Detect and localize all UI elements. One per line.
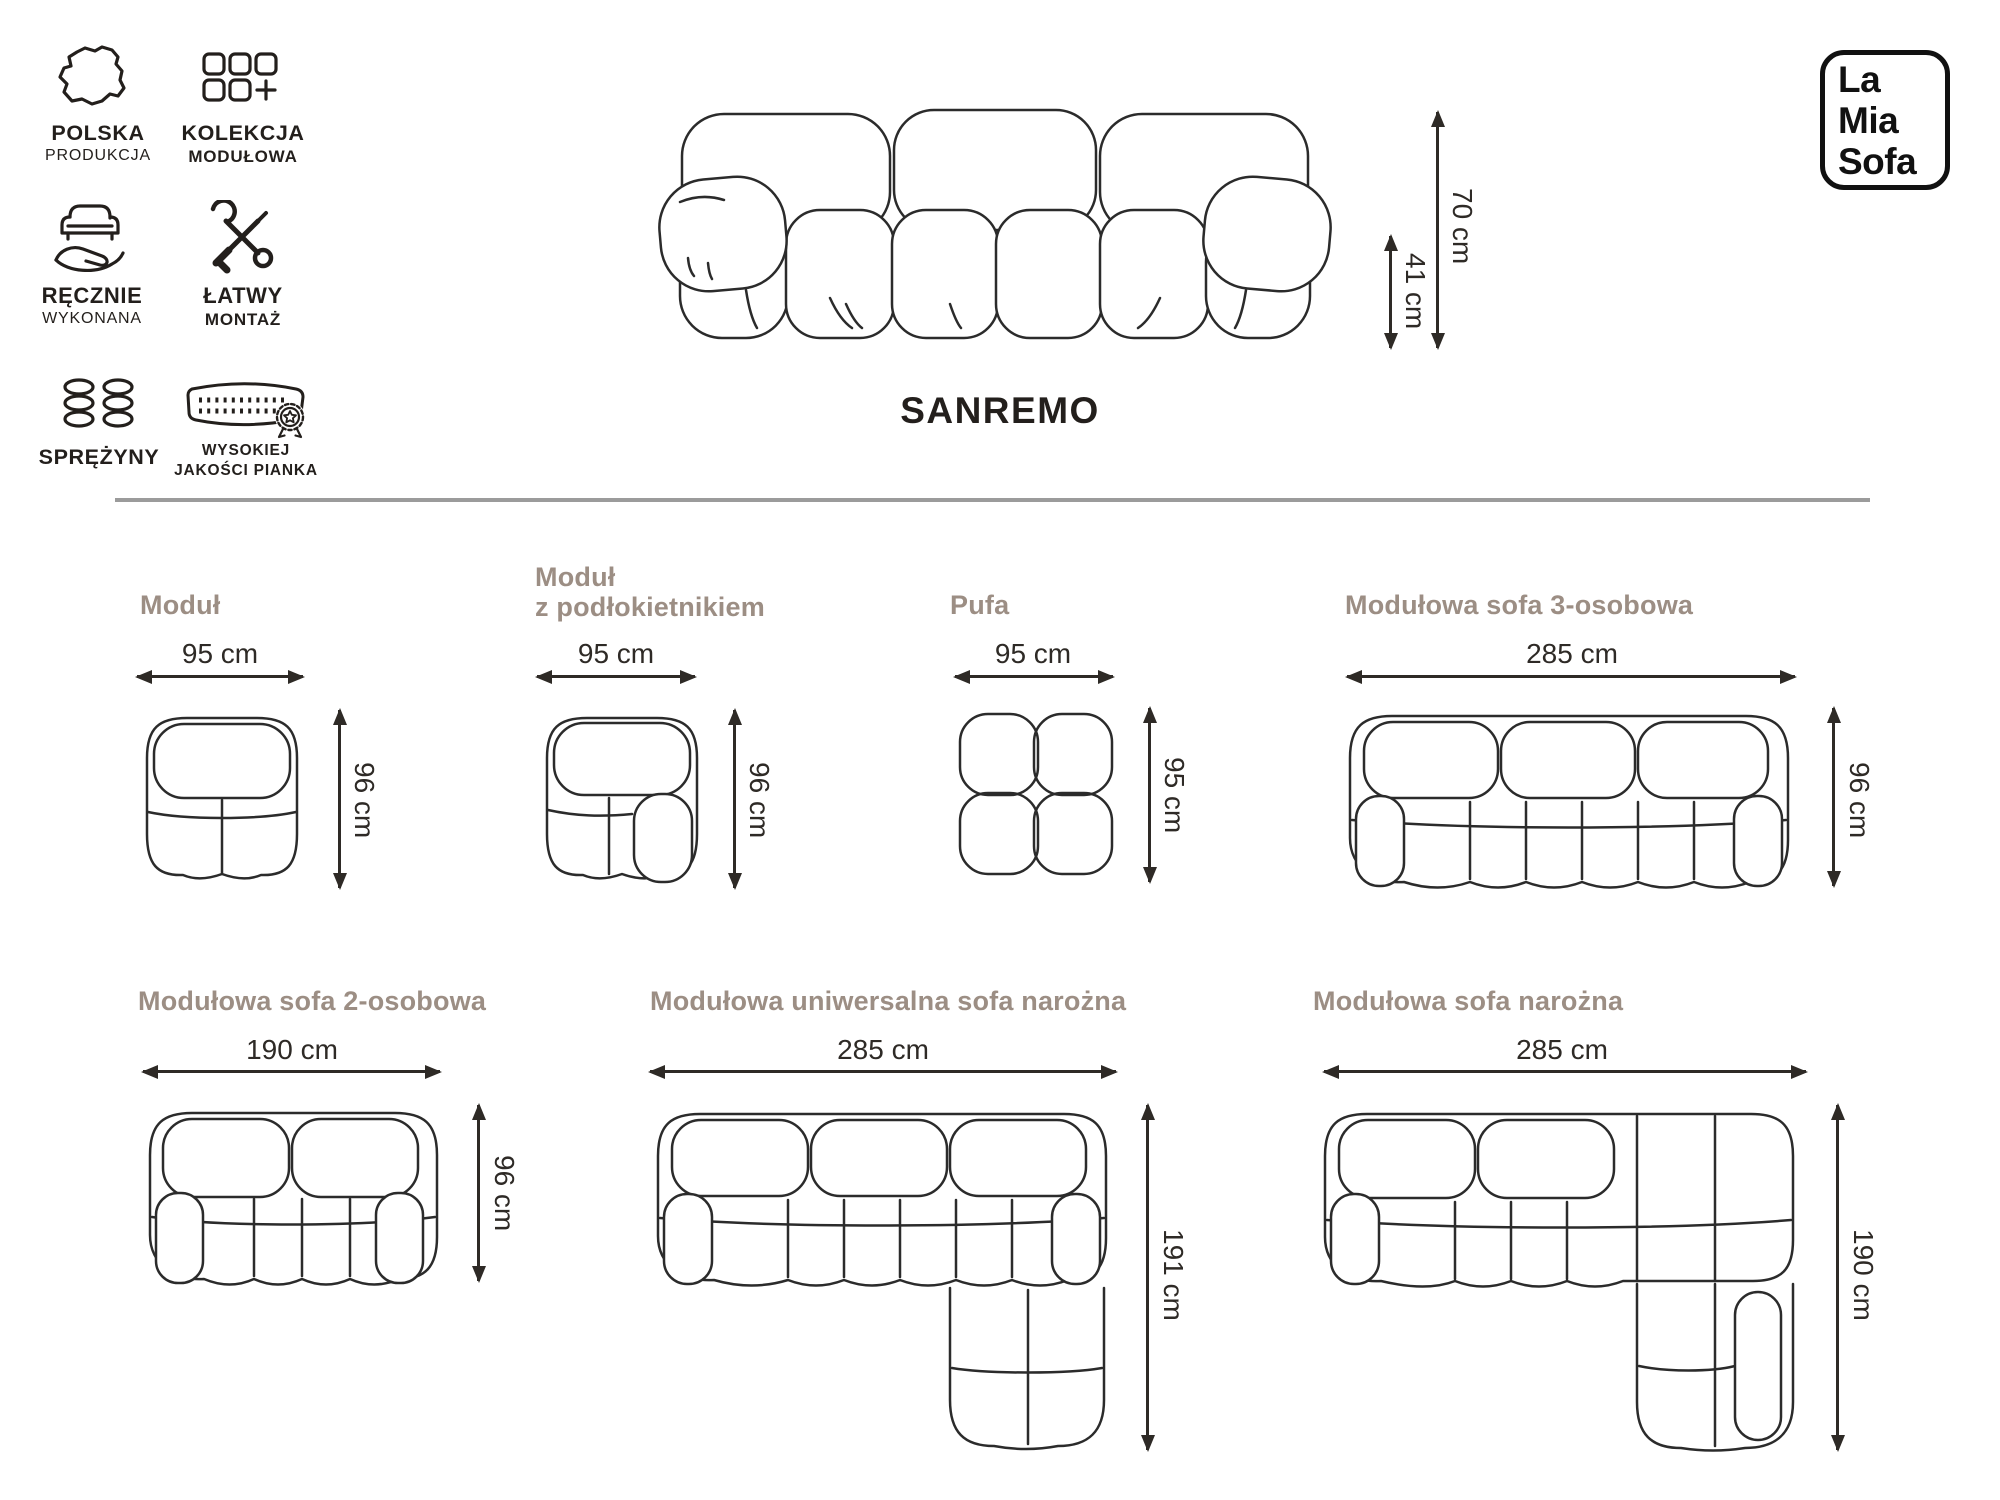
width-dimension-arrow: [1347, 675, 1795, 678]
height-dimension-label: 96 cm: [744, 762, 775, 839]
feature-sublabel: JAKOŚCI PIANKA: [174, 462, 318, 479]
diagram-title-sofa-2: Modułowa sofa 2-osobowa: [138, 986, 487, 1016]
diagram-title-sofa-3: Modułowa sofa 3-osobowa: [1345, 590, 1694, 620]
height-dimension-arrow: [1832, 708, 1835, 886]
diagram-title-corner: Modułowa sofa narożna: [1313, 986, 1624, 1016]
module-armrest-top-view-drawing: [533, 704, 711, 890]
width-dimension-arrow: [537, 675, 695, 678]
total-height-label: 70 cm: [1447, 188, 1478, 265]
width-dimension-arrow: [650, 1070, 1116, 1073]
armrest-pill: [634, 794, 692, 882]
logo-line: La: [1838, 59, 1881, 100]
armrest-pill: [1734, 796, 1782, 886]
width-dimension-label: 285 cm: [1526, 638, 1618, 669]
brand-logo: [1820, 50, 1950, 190]
width-dimension-arrow: [143, 1070, 440, 1073]
pouf-top-view-drawing: [950, 704, 1122, 884]
diagram-title-pufa: Pufa: [950, 590, 1010, 620]
diagram-title-corner-universal: Modułowa uniwersalna sofa narożna: [650, 986, 1127, 1016]
poland-map-icon: [55, 44, 127, 114]
width-dimension-arrow: [955, 675, 1113, 678]
chaise-extension: [1637, 1284, 1793, 1451]
height-dimension-arrow: [1148, 708, 1151, 882]
foam-quality-icon: [182, 374, 310, 440]
backrest-pill: [154, 724, 290, 798]
armrest-pill: [1356, 796, 1404, 886]
armrest-pill: [664, 1194, 712, 1284]
height-dimension-label: 95 cm: [1159, 757, 1190, 834]
easy-assembly-icon: [206, 200, 278, 274]
product-title: SANREMO: [900, 390, 1100, 431]
feature-label: WYSOKIEJ: [201, 442, 291, 459]
height-dimension-arrow: [477, 1105, 480, 1281]
sofa-3-top-view-drawing: [1340, 702, 1798, 890]
feature-label: POLSKA: [51, 121, 145, 145]
feature-sublabel: MODUŁOWA: [188, 147, 298, 166]
springs-icon: [56, 376, 142, 438]
height-dimension-label: 96 cm: [349, 762, 380, 839]
seat-height-label: 41 cm: [1400, 253, 1431, 330]
armrest-pill: [1052, 1194, 1100, 1284]
diagram-title-modul-podlokietnik: Moduł: [535, 562, 616, 592]
height-dimension-arrow: [338, 710, 341, 888]
height-dimension-label: 190 cm: [1848, 1229, 1879, 1321]
feature-sublabel: WYKONANA: [42, 310, 142, 327]
feature-sublabel: MONTAŻ: [204, 310, 282, 329]
height-dimension-label: 96 cm: [1844, 762, 1875, 839]
feature-label: SPRĘŻYNY: [38, 445, 160, 469]
width-dimension-label: 95 cm: [181, 638, 259, 669]
total-height-arrow: [1436, 112, 1439, 348]
feature-sublabel: PRODUKCJA: [45, 147, 151, 164]
chaise-extension: [950, 1288, 1104, 1449]
corner-top-view-drawing: [1315, 1100, 1803, 1452]
modular-collection-icon: [200, 50, 284, 114]
backrest-pill: [554, 723, 690, 795]
width-dimension-arrow: [1324, 1070, 1806, 1073]
width-dimension-label: 95 cm: [577, 638, 655, 669]
armrest-pill: [156, 1193, 203, 1283]
logo-line: Mia: [1838, 100, 1899, 141]
width-dimension-label: 95 cm: [994, 638, 1072, 669]
section-divider: [115, 498, 1870, 502]
height-dimension-arrow: [1836, 1105, 1839, 1450]
corner-universal-top-view-drawing: [648, 1100, 1116, 1452]
height-dimension-arrow: [1146, 1105, 1149, 1450]
height-dimension-label: 191 cm: [1158, 1229, 1189, 1321]
diagram-title-modul-podlokietnik-line2: z podłokietnikiem: [535, 592, 765, 622]
chaise-armrest-pill: [1735, 1292, 1781, 1440]
sofa-front-illustration: [650, 108, 1340, 343]
width-dimension-label: 285 cm: [837, 1034, 929, 1065]
diagram-title-modul: Moduł: [140, 590, 221, 620]
height-dimension-arrow: [733, 710, 736, 888]
armrest-pill: [1331, 1194, 1379, 1284]
feature-label: KOLEKCJA: [181, 121, 305, 145]
width-dimension-arrow: [137, 675, 303, 678]
armrest-pill: [376, 1193, 423, 1283]
feature-label: ŁATWY: [203, 283, 283, 308]
seat-height-arrow: [1389, 236, 1392, 348]
width-dimension-label: 285 cm: [1516, 1034, 1608, 1065]
sofa-2-top-view-drawing: [140, 1099, 447, 1287]
height-dimension-label: 96 cm: [489, 1155, 520, 1232]
module-top-view-drawing: [133, 704, 311, 890]
width-dimension-label: 190 cm: [246, 1034, 338, 1065]
handmade-icon: [50, 198, 130, 276]
logo-line: Sofa: [1838, 141, 1917, 182]
feature-label: RĘCZNIE: [41, 283, 143, 308]
